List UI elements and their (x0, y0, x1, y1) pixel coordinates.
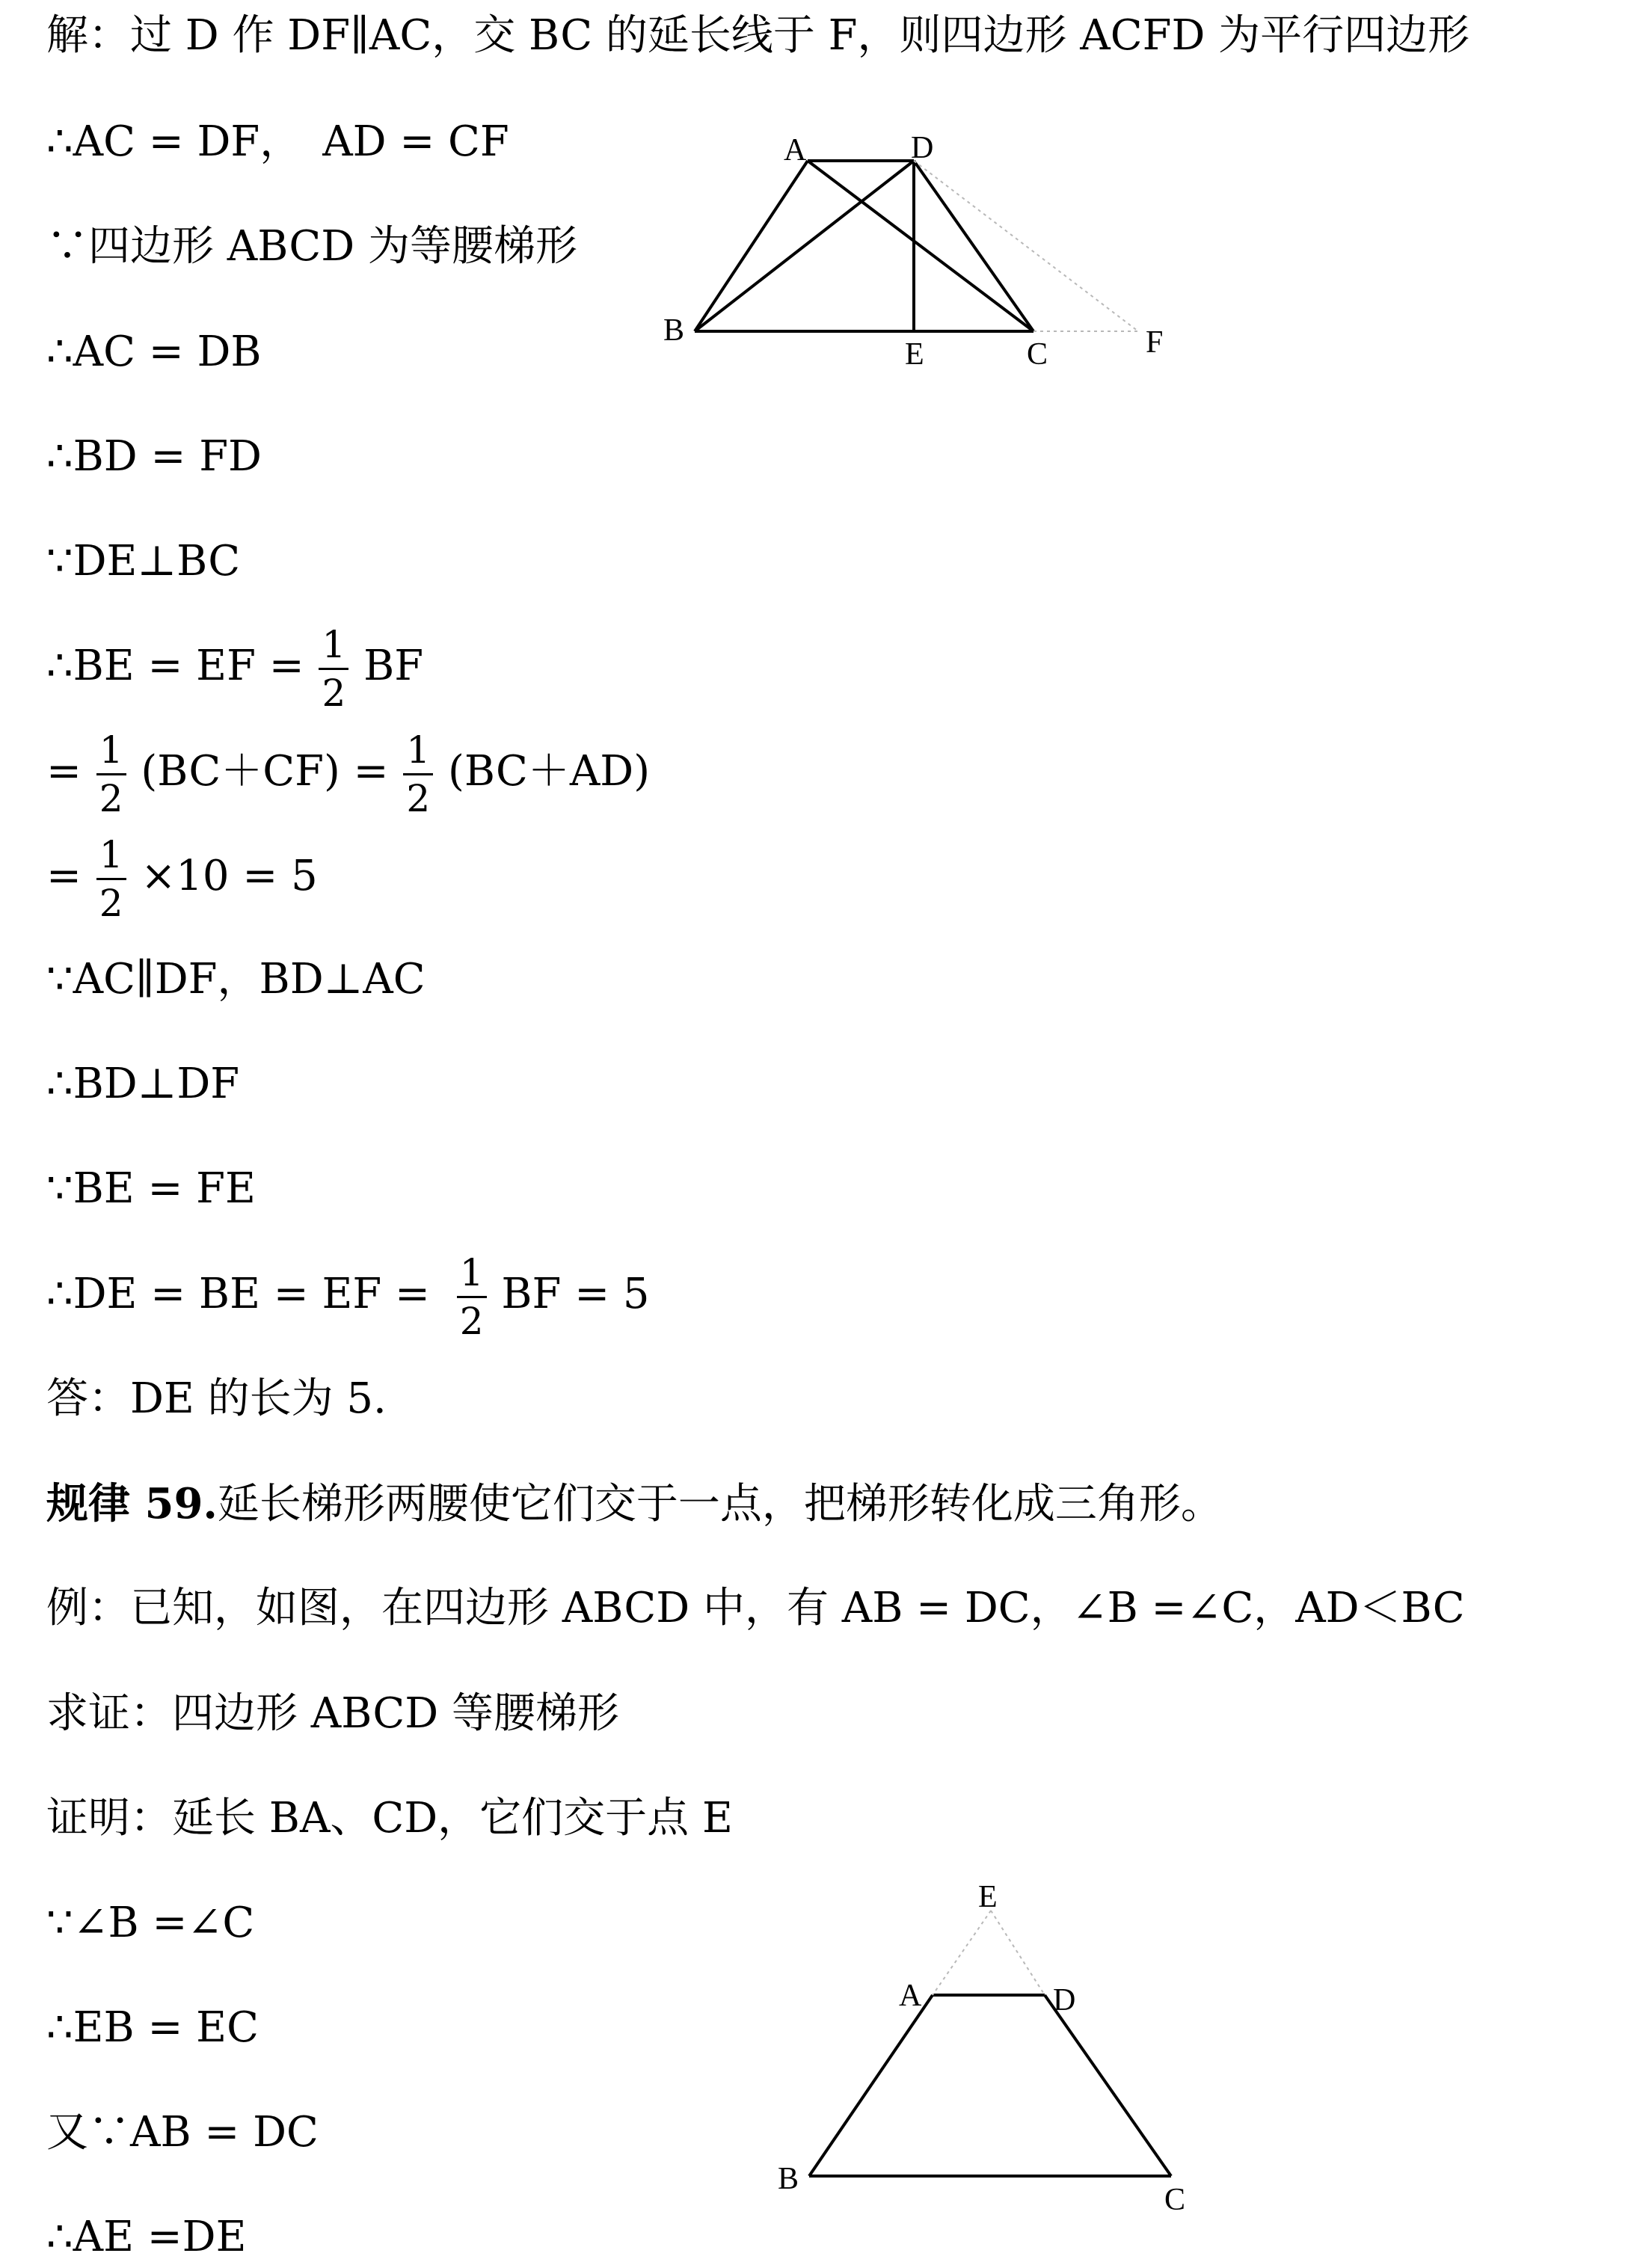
step-7-suffix: (BC＋AD) (447, 747, 651, 796)
step-7-fraction-2-numerator: 1 (403, 731, 433, 775)
step-8-suffix: ×10 = 5 (141, 852, 318, 900)
step-11-line: ∵BE = FE (46, 1164, 256, 1213)
step-12-fraction-denominator: 2 (459, 1300, 484, 1343)
figure-2-label-a: A (899, 1979, 922, 2013)
proof-3-line: 又∵AB = DC (46, 2108, 319, 2157)
proof-1-line: ∵∠B =∠C (46, 1899, 255, 1947)
step-6-suffix: BF (363, 642, 424, 690)
step-6-prefix: ∴BE = EF = (46, 642, 304, 690)
rule-text: 延长梯形两腰使它们交于一点，把梯形转化成三角形。 (217, 1480, 1223, 1528)
step-4-line: ∴BD = FD (46, 432, 262, 481)
step-2-line: ∵四边形 ABCD 为等腰梯形 (46, 222, 577, 271)
step-8-prefix: = (46, 852, 82, 900)
step-7-fraction-1-denominator: 2 (99, 777, 123, 820)
figure-2-ed (991, 1911, 1045, 1995)
step-7-prefix: = (46, 747, 82, 796)
step-8-fraction-denominator: 2 (99, 882, 123, 925)
proof-2-line: ∴EB = EC (46, 2003, 259, 2052)
solution-intro-line: 解：过 D 作 DF∥AC，交 BC 的延长线于 F，则四边形 ACFD 为平行四边形 (46, 11, 1470, 60)
figure-2-label-e: E (978, 1880, 998, 1914)
step-6-fraction-numerator: 1 (319, 626, 348, 670)
figure-1-label-d: D (911, 131, 934, 165)
step-8-fraction-numerator: 1 (96, 836, 126, 880)
rule-label: 规律 59. (46, 1479, 218, 1528)
step-5-line: ∵DE⊥BC (46, 537, 241, 586)
figure-2-label-d: D (1053, 1983, 1076, 2017)
step-9-line: ∵AC∥DF，BD⊥AC (46, 955, 426, 1004)
figure-2-label-b: B (778, 2162, 799, 2196)
figure-1-label-f: F (1146, 325, 1164, 360)
answer-line: 答：DE 的长为 5. (46, 1374, 387, 1423)
figure-2-ab (809, 1995, 933, 2176)
step-12-suffix: BF = 5 (501, 1270, 650, 1318)
step-7-middle: (BC＋CF) = (141, 747, 389, 796)
figure-1-label-c: C (1027, 337, 1048, 372)
step-12-prefix: ∴DE = BE = EF = (46, 1270, 430, 1318)
example-line: 例：已知，如图，在四边形 ABCD 中，有 AB = DC，∠B =∠C，AD＜BC (46, 1584, 1465, 1632)
figure-1-label-a: A (784, 133, 807, 168)
step-10-line: ∴BD⊥DF (46, 1060, 240, 1108)
figure-1-label-e: E (905, 337, 924, 372)
step-3-line: ∴AC = DB (46, 328, 262, 376)
step-6-fraction-denominator: 2 (322, 672, 346, 715)
figure-2-ea (933, 1911, 991, 1995)
figure-1-label-b: B (663, 313, 685, 348)
step-1-line: ∴AC = DF， AD = CF (46, 117, 509, 166)
figure-2-lines (809, 1911, 1171, 2176)
figure-2-dc (1045, 1995, 1171, 2176)
figure-2-label-c: C (1164, 2183, 1186, 2217)
proof-4-line: ∴AE =DE (46, 2213, 247, 2261)
proof-intro-line: 证明：延长 BA、CD，它们交于点 E (46, 1794, 733, 1843)
step-12-fraction-numerator: 1 (457, 1254, 487, 1298)
step-7-fraction-2-denominator: 2 (406, 777, 431, 820)
step-7-fraction-1-numerator: 1 (96, 731, 126, 775)
prove-line: 求证：四边形 ABCD 等腰梯形 (46, 1689, 619, 1738)
